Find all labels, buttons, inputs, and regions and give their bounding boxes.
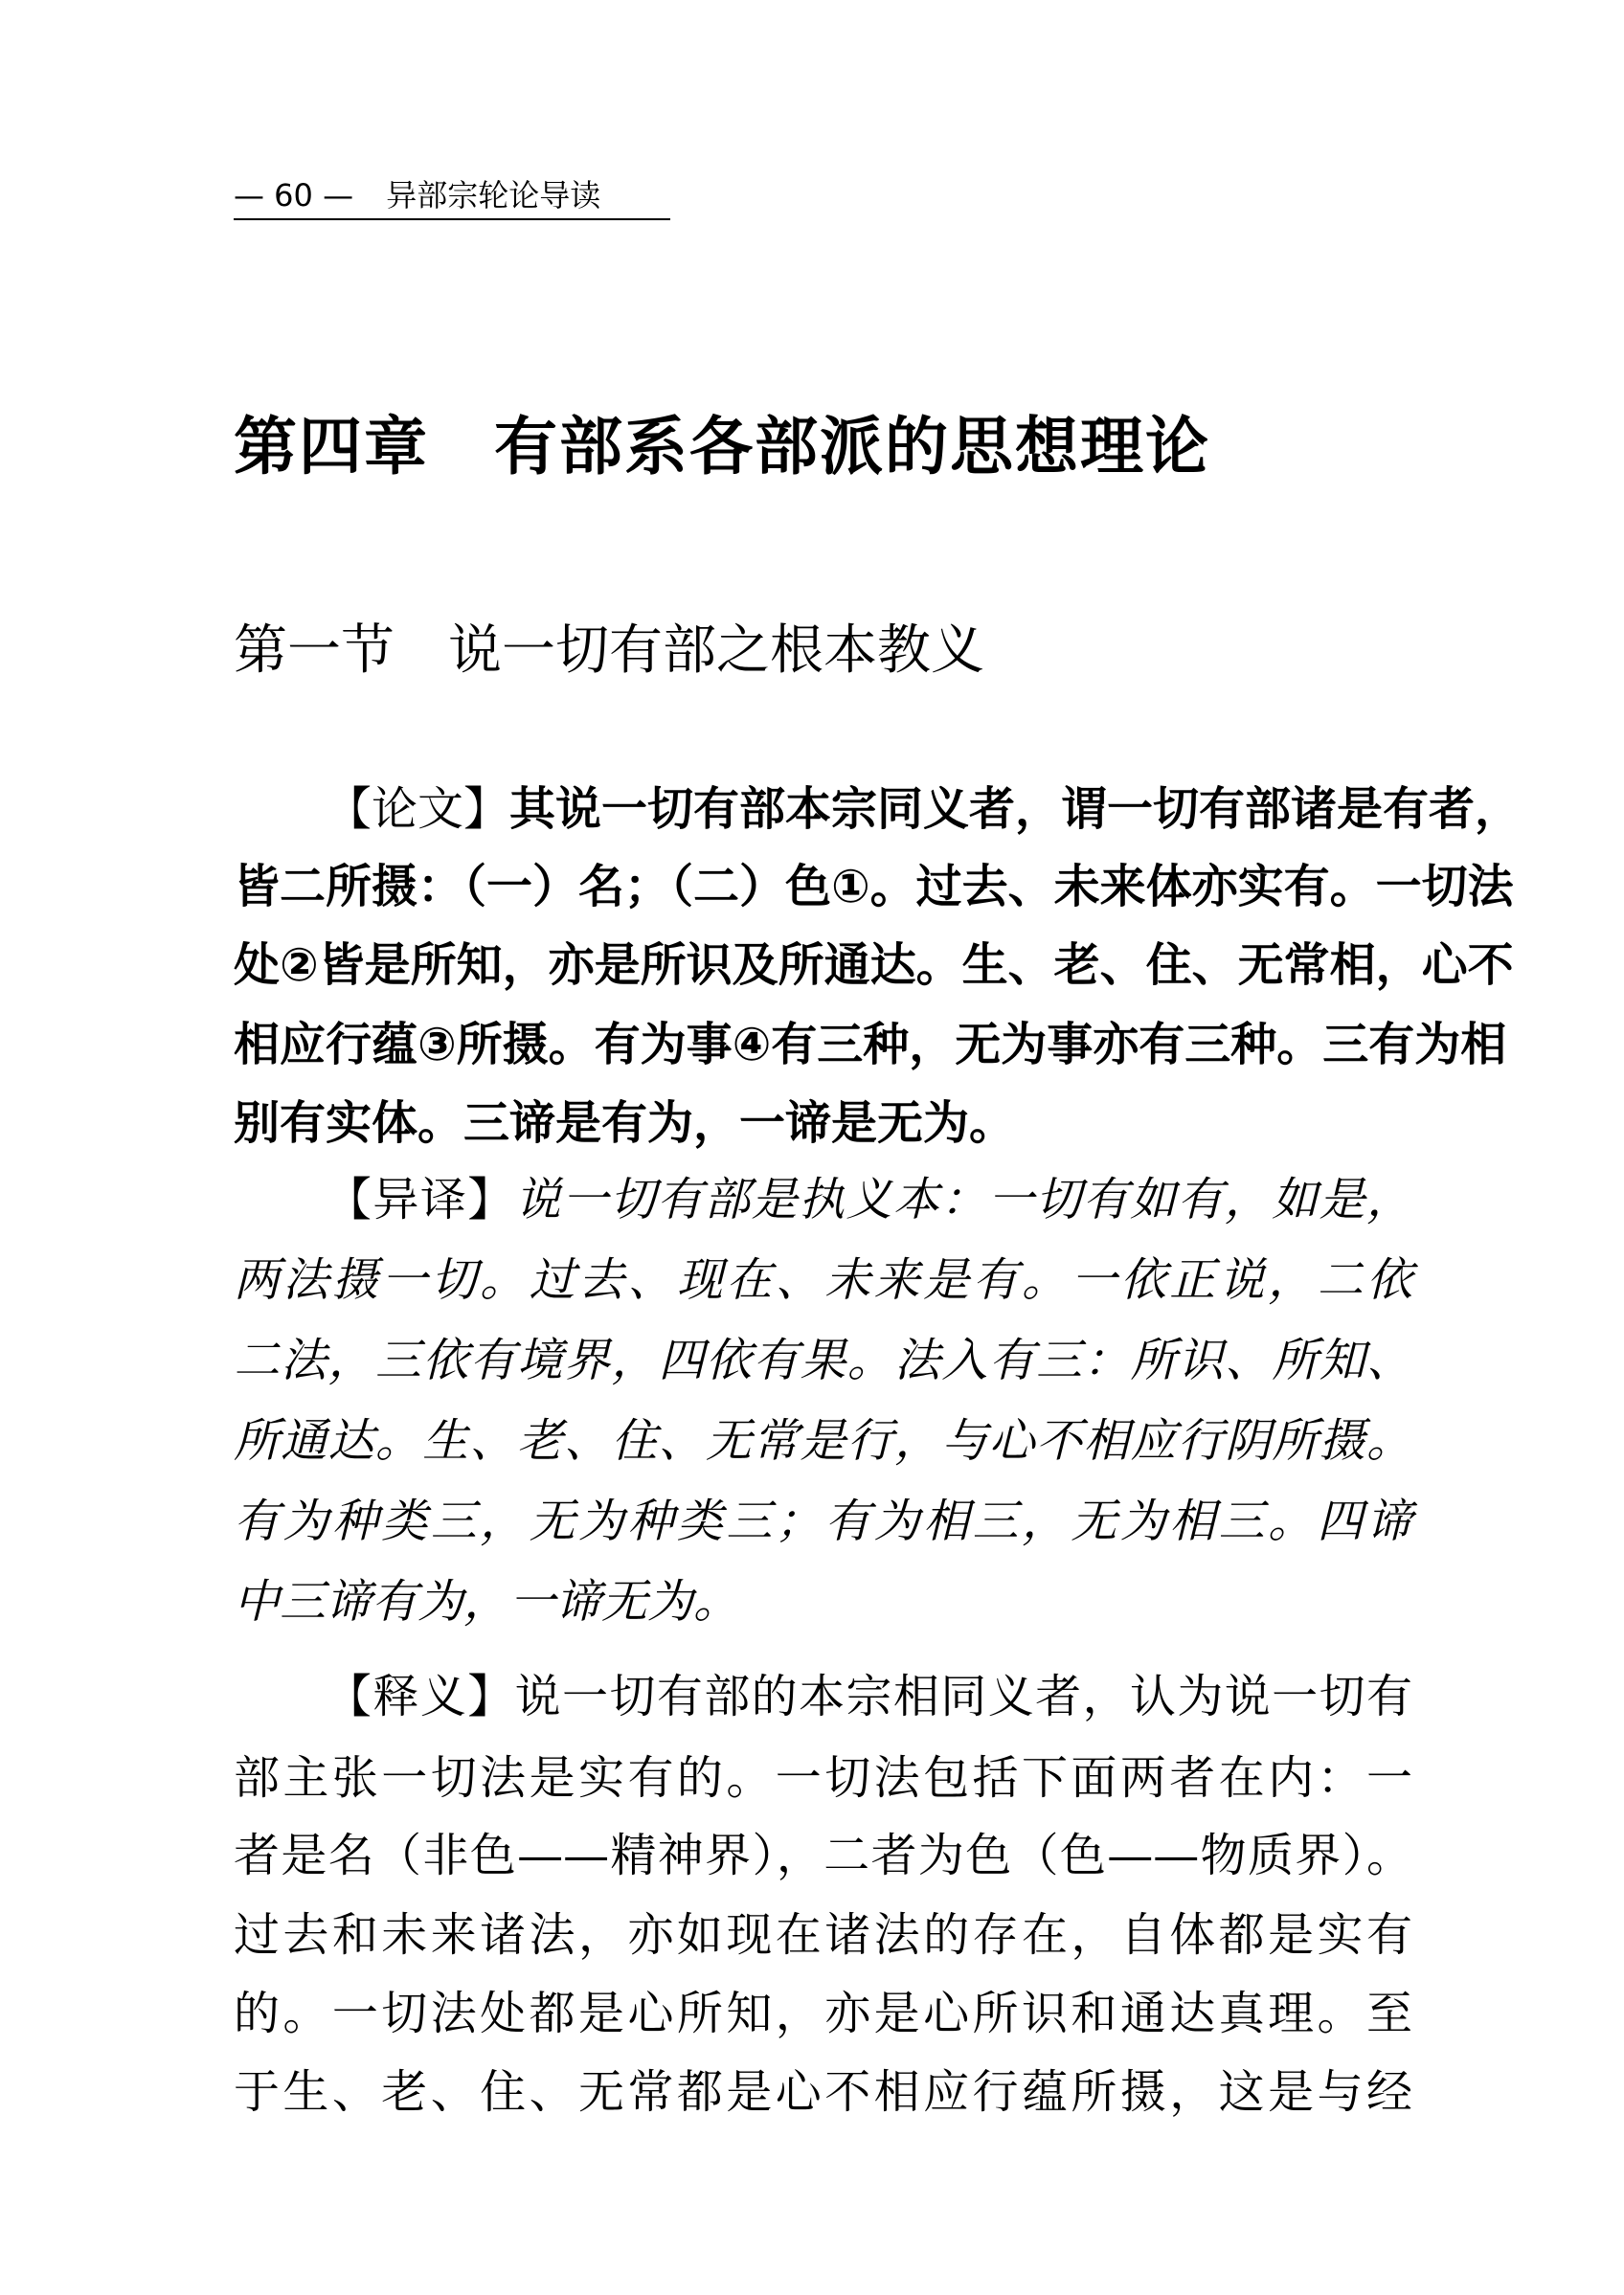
line-text: 别有实体。三谛是有为，一谛是无为。	[234, 1096, 1016, 1150]
text-line	[326, 771, 1522, 847]
line-text: 的。一切法处都是心所知，亦是心所识和通达真理。至	[234, 1987, 1412, 2040]
text-line	[234, 1403, 1412, 1479]
text-line	[234, 1975, 1412, 2052]
line-text: 说一切有部是执义本：一切有如有，如是，	[514, 1173, 1412, 1226]
paragraph-label: 【释义】	[326, 1670, 515, 1723]
book-title: 异部宗轮论导读	[386, 177, 601, 214]
line-text: 说一切有部的本宗相同义者，认为说一切有	[514, 1670, 1412, 1723]
paragraph-label: 【异译】	[326, 1173, 515, 1226]
line-text: 部主张一切法是实有的。一切法包括下面两者在内：一	[234, 1751, 1412, 1805]
paragraph-label: 【论文】	[326, 782, 510, 836]
line-text: 者是名（非色——精神界），二者为色（色——物质界）。	[234, 1829, 1412, 1882]
text-line	[234, 2054, 1412, 2130]
line-text: 相应行蕴③所摄。有为事④有三种，无为事亦有三种。三有为相	[234, 1018, 1507, 1071]
text-line	[326, 1161, 1412, 1238]
text-line	[234, 1740, 1412, 1816]
line-text: 所通达。生、老、住、无常是行，与心不相应行阴所摄。	[234, 1414, 1412, 1468]
text-line	[234, 1897, 1412, 1973]
text-line	[234, 1242, 1412, 1318]
line-text: 皆二所摄：（一）名；（二）色①。过去、未来体亦实有。一切法	[234, 860, 1514, 913]
section-title: 第一节 说一切有部之根本教义	[234, 619, 984, 682]
text-line	[234, 1085, 1412, 1161]
line-text: 其说一切有部本宗同义者，谓一切有部诸是有者，	[509, 782, 1522, 836]
line-text: 二法，三依有境界，四依有果。法入有三：所识、所知、	[234, 1334, 1412, 1387]
page-number: — 60 —	[234, 177, 354, 214]
text-line	[234, 1006, 1507, 1083]
text-line	[234, 848, 1514, 925]
text-line	[234, 1483, 1412, 1560]
text-line	[234, 1817, 1412, 1894]
line-text: 处②皆是所知，亦是所识及所通达。生、老、住、无常相，心不	[234, 938, 1514, 992]
text-line	[234, 1564, 1412, 1640]
chapter-title: 第四章 有部系各部派的思想理论	[234, 409, 1210, 484]
line-text: 过去和未来诸法，亦如现在诸法的存在，自体都是实有	[234, 1908, 1412, 1962]
text-line	[234, 1322, 1412, 1399]
running-header	[234, 172, 670, 220]
line-text: 有为种类三，无为种类三；有为相三，无为相三。四谛	[234, 1495, 1412, 1548]
text-line	[234, 927, 1514, 1003]
line-text: 中三谛有为，一谛无为。	[234, 1575, 740, 1629]
line-text: 两法摄一切。过去、现在、未来是有。一依正说，二依	[234, 1253, 1412, 1307]
line-text: 于生、老、住、无常都是心不相应行蕴所摄，这是与经	[234, 2065, 1412, 2119]
text-line	[326, 1658, 1412, 1735]
